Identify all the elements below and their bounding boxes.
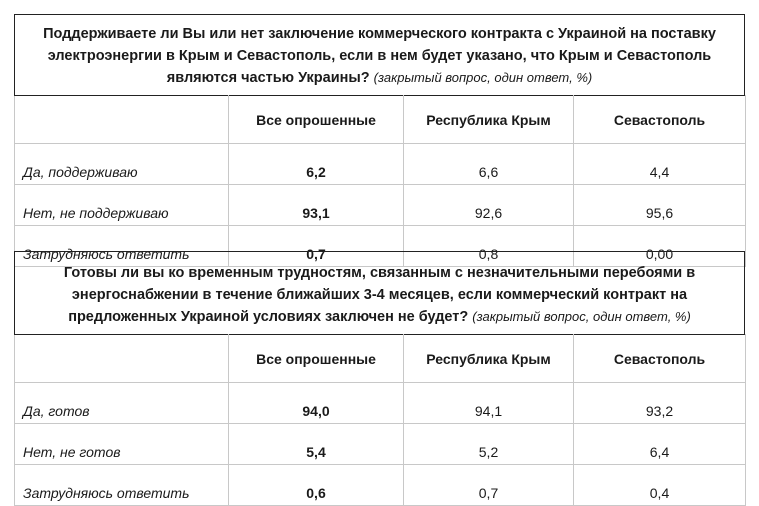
cell-crimea: 6,6 bbox=[404, 144, 574, 185]
cell-sevastopol: 0,00 bbox=[574, 226, 746, 267]
cell-crimea: 0,7 bbox=[404, 465, 574, 506]
header-sevastopol: Севастополь bbox=[574, 96, 746, 144]
results-table bbox=[14, 95, 746, 267]
cell-all: 6,2 bbox=[229, 144, 404, 185]
header-republic-crimea: Республика Крым bbox=[404, 96, 574, 144]
question-title-2 bbox=[14, 251, 745, 334]
table-row bbox=[15, 383, 746, 424]
cell-sevastopol: 0,4 bbox=[574, 465, 746, 506]
results-table bbox=[14, 334, 746, 506]
question-note: (закрытый вопрос, один ответ, %) bbox=[373, 70, 593, 85]
table-row bbox=[15, 185, 746, 226]
cell-sevastopol: 6,4 bbox=[574, 424, 746, 465]
question-note: (закрытый вопрос, один ответ, %) bbox=[472, 309, 691, 324]
cell-crimea: 5,2 bbox=[404, 424, 574, 465]
cell-sevastopol: 93,2 bbox=[574, 383, 746, 424]
header-empty bbox=[15, 335, 229, 383]
cell-crimea: 0,8 bbox=[404, 226, 574, 267]
row-label: Да, поддерживаю bbox=[15, 144, 229, 185]
cell-crimea: 92,6 bbox=[404, 185, 574, 226]
header-sevastopol: Севастополь bbox=[574, 335, 746, 383]
cell-all: 93,1 bbox=[229, 185, 404, 226]
question-text: Готовы ли вы ко временным трудностям, связанным с незначительными перебоями в энергоснабжении в течение ближайших 3-4 месяцев, если коммерческий контракт на предложенных Украиной условиях заключен не будет? bbox=[63, 265, 696, 325]
row-label: Нет, не готов bbox=[15, 424, 229, 465]
header-all-respondents: Все опрошенные bbox=[229, 96, 404, 144]
survey-table-2 bbox=[14, 251, 745, 506]
header-row bbox=[15, 96, 746, 144]
cell-all: 5,4 bbox=[229, 424, 404, 465]
cell-sevastopol: 95,6 bbox=[574, 185, 746, 226]
cell-all: 0,6 bbox=[229, 465, 404, 506]
question-text: Поддерживаете ли Вы или нет заключение коммерческого контракта с Украиной на поставку электроэнергии в Крым и Севастополь, если в нем будет указано, что Крым и Севастополь являются частью Украины? bbox=[43, 26, 716, 86]
header-row bbox=[15, 335, 746, 383]
survey-table-1 bbox=[14, 14, 745, 267]
row-label: Да, готов bbox=[15, 383, 229, 424]
row-label: Затрудняюсь ответить bbox=[15, 465, 229, 506]
cell-all: 0,7 bbox=[229, 226, 404, 267]
question-title-1 bbox=[14, 14, 745, 95]
row-label: Нет, не поддерживаю bbox=[15, 185, 229, 226]
cell-sevastopol: 4,4 bbox=[574, 144, 746, 185]
table-row bbox=[15, 424, 746, 465]
cell-crimea: 94,1 bbox=[404, 383, 574, 424]
table-row bbox=[15, 144, 746, 185]
header-all-respondents: Все опрошенные bbox=[229, 335, 404, 383]
header-republic-crimea: Республика Крым bbox=[404, 335, 574, 383]
row-label: Затрудняюсь ответить bbox=[15, 226, 229, 267]
header-empty bbox=[15, 96, 229, 144]
table-row bbox=[15, 465, 746, 506]
cell-all: 94,0 bbox=[229, 383, 404, 424]
